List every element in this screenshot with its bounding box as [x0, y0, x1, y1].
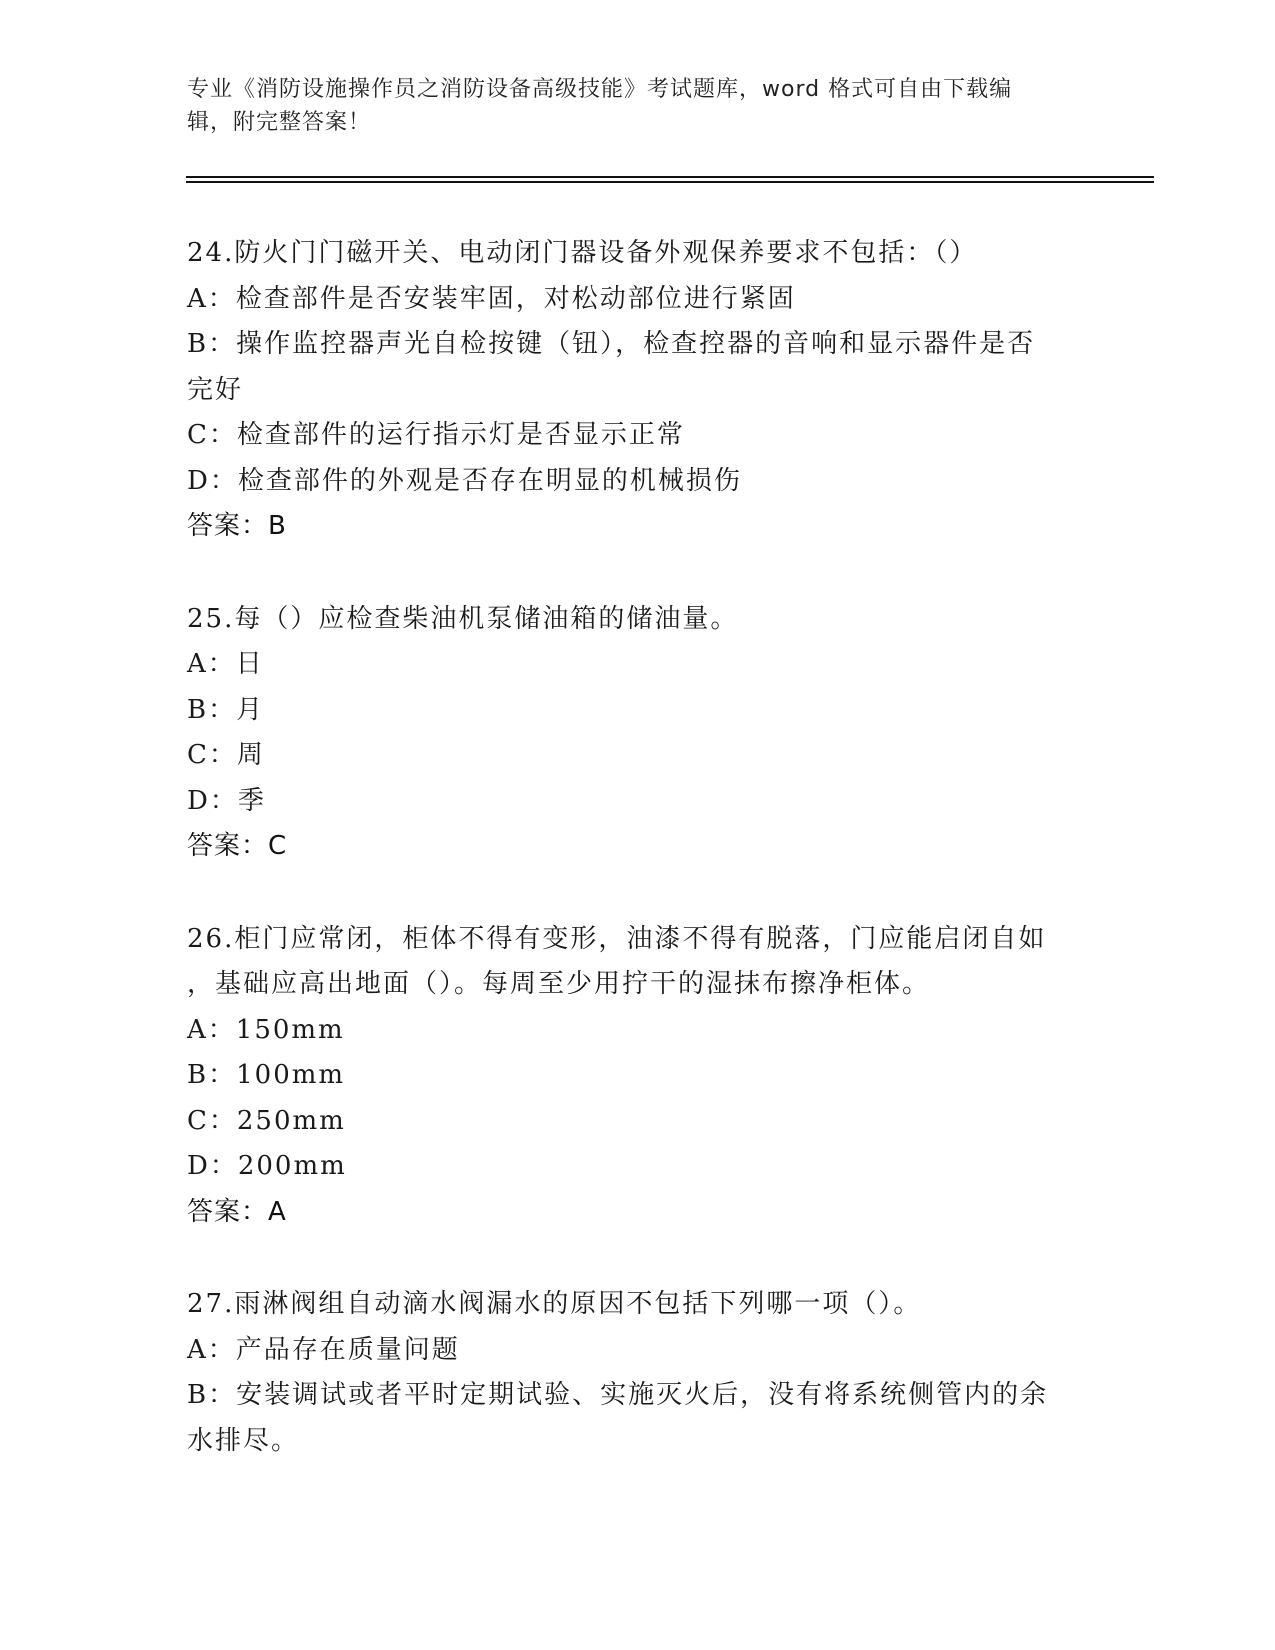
option-c: C：周 — [187, 740, 265, 770]
question-25 — [187, 597, 1087, 870]
option-d: D：检查部件的外观是否存在明显的机械损伤 — [187, 465, 742, 496]
option-a: A：150mm — [187, 1014, 345, 1045]
question-24 — [187, 231, 1087, 550]
answer-label: 答案：B — [187, 511, 287, 541]
option-b: B：安装调试或者平时定期试验、实施灭火后，没有将系统侧管内的余 — [187, 1380, 1049, 1410]
header-divider-top — [186, 176, 1154, 178]
question-stem: 27.雨淋阀组自动滴水阀漏水的原因不包括下列哪一项（）。 — [187, 1289, 922, 1319]
question-stem: 26.柜门应常闭，柜体不得有变形，油漆不得有脱落，门应能启闭自如 — [187, 923, 1047, 954]
option-d: D：季 — [187, 785, 266, 816]
question-27 — [187, 1282, 1087, 1464]
question-list — [187, 231, 1087, 1511]
option-b: B：操作监控器声光自检按键（钮），检查控器的音响和显示器件是否 — [187, 329, 1036, 359]
question-stem: 24.防火门门磁开关、电动闭门器设备外观保养要求不包括：（） — [187, 238, 978, 268]
question-26 — [187, 917, 1087, 1236]
question-stem: 25.每（）应检查柴油机泵储油箱的储油量。 — [187, 603, 739, 634]
answer-label: 答案：C — [187, 831, 288, 861]
option-b-continued: 水排尽。 — [187, 1425, 300, 1456]
option-a: A：日 — [187, 649, 264, 679]
option-c: C：检查部件的运行指示灯是否显示正常 — [187, 420, 685, 450]
header-line-1: 专业《消防设施操作员之消防设备高级技能》考试题库，word 格式可自由下载编 — [187, 77, 1013, 102]
option-d: D：200mm — [187, 1151, 347, 1181]
option-a: A：产品存在质量问题 — [187, 1334, 460, 1365]
option-c: C：250mm — [187, 1105, 346, 1136]
option-b: B：100mm — [187, 1060, 346, 1090]
header-divider-bottom — [186, 181, 1154, 183]
document-header — [187, 73, 1067, 139]
header-line-2: 辑，附完整答案！ — [187, 110, 372, 135]
question-stem-continued: ，基础应高出地面（）。每周至少用拧干的湿抹布擦净柜体。 — [187, 969, 931, 999]
option-b: B：月 — [187, 694, 265, 725]
option-a: A：检查部件是否安装牢固，对松动部位进行紧固 — [187, 283, 796, 314]
answer-label: 答案：A — [187, 1196, 287, 1227]
option-b-continued: 完好 — [187, 374, 244, 405]
